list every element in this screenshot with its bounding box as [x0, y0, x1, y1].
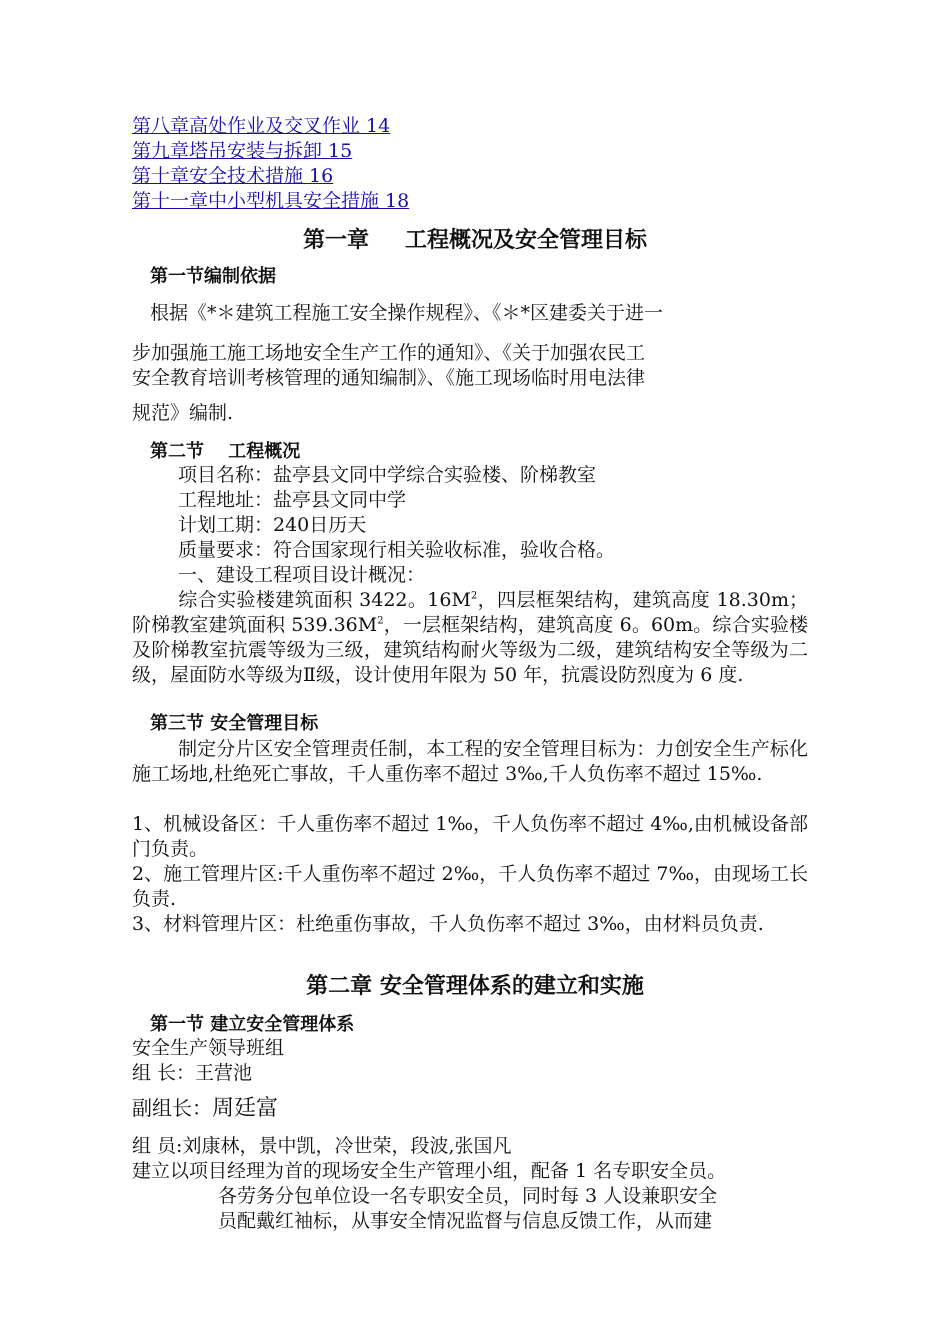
project-address: 工程地址：盐亭县文同中学: [178, 489, 407, 511]
section-1-1-heading: 第一节编制依据: [150, 266, 276, 287]
subcontractor-line-2: 员配戴红袖标，从事安全情况监督与信息反馈工作，从而建: [218, 1210, 713, 1232]
table-of-contents: [132, 114, 409, 214]
chapter-1-title: 工程概况及安全管理目标: [405, 228, 648, 253]
quality-requirement: 质量要求：符合国家现行相关验收标准，验收合格。: [178, 539, 616, 561]
design-text-a: 综合实验楼建筑面积 3422。16M: [178, 589, 471, 611]
goal-item-materials: 3、材料管理片区：杜绝重伤事故，千人负伤率不超过 3‰，由材料员负责.: [132, 913, 764, 935]
design-overview-label: 一、建设工程项目设计概况：: [178, 564, 426, 586]
superscript-2: 2: [377, 615, 384, 627]
leadership-group-label: 安全生产领导班组: [132, 1037, 285, 1059]
safety-team-setup: 建立以项目经理为首的现场安全生产管理小组，配备 1 名专职安全员。: [132, 1160, 727, 1182]
basis-line-2: 步加强施工施工场地安全生产工作的通知》、《关于加强农民工: [132, 342, 646, 364]
project-duration: 计划工期：240日历天: [178, 514, 367, 536]
toc-link-chapter-8[interactable]: 第八章高处作业及交叉作业 14: [132, 115, 391, 137]
group-leader: 组 长：王营池: [132, 1062, 253, 1084]
chapter-2-heading: 第二章 安全管理体系的建立和实施: [306, 974, 644, 999]
basis-line-4: 规范》编制.: [132, 402, 234, 424]
section-2-1-heading: 第一节 建立安全管理体系: [150, 1014, 355, 1035]
section-1-2-heading: 第二节 工程概况: [150, 441, 301, 462]
toc-link-chapter-10[interactable]: 第十章安全技术措施 16: [132, 165, 334, 187]
toc-link-chapter-11[interactable]: 第十一章中小型机具安全措施 18: [132, 190, 410, 212]
design-overview-paragraph: [132, 588, 808, 688]
design-text-b: ，四层框架结构，建筑高度 18.30m；阶梯教室建筑面积 539.36M: [132, 589, 809, 636]
group-members: 组 员:刘康林，景中凯，冷世荣，段波,张国凡: [132, 1135, 512, 1157]
chapter-1-heading: [0, 226, 950, 256]
basis-line-3: 安全教育培训考核管理的通知编制》、《施工现场临时用电法律: [132, 367, 646, 389]
safety-goal-intro: 制定分片区安全管理责任制，本工程的安全管理目标为：力创安全生产标化施工场地,杜绝死亡事故，千人重伤率不超过 3‰,千人负伤率不超过 15‰.: [132, 738, 808, 785]
subcontractor-line-1: 各劳务分包单位设一名专职安全员，同时每 3 人设兼职安全: [218, 1185, 718, 1207]
basis-line-1: 根据《*＊建筑工程施工安全操作规程》、《＊*区建委关于进一: [150, 302, 664, 324]
deputy-leader-name: 周廷富: [212, 1096, 279, 1121]
chapter-1-number: 第一章: [302, 228, 369, 253]
toc-link-chapter-9[interactable]: 第九章塔吊安装与拆卸 15: [132, 140, 353, 162]
project-name: 项目名称：盐亭县文同中学综合实验楼、阶梯教室: [178, 464, 597, 486]
superscript-2: 2: [470, 590, 478, 602]
goal-item-construction: 2、施工管理片区:千人重伤率不超过 2‰，千人负伤率不超过 7‰，由现场工长负责.: [132, 863, 808, 910]
goal-item-machinery: 1、机械设备区：千人重伤率不超过 1‰，千人负伤率不超过 4‰,由机械设备部门负责。: [132, 813, 808, 860]
deputy-leader: 副组长：周廷富: [132, 1096, 279, 1121]
design-text-c: ，一层框架结构，建筑高度 6。60m。综合实验楼及阶梯教室抗震等级为三级，建筑结构耐火等级为二级，建筑结构安全等级为二级，屋面防水等级为Ⅱ级，设计使用年限为 50 年，抗震设防烈度为 6 度.: [132, 614, 808, 686]
section-1-3-heading: 第三节 安全管理目标: [150, 713, 319, 734]
